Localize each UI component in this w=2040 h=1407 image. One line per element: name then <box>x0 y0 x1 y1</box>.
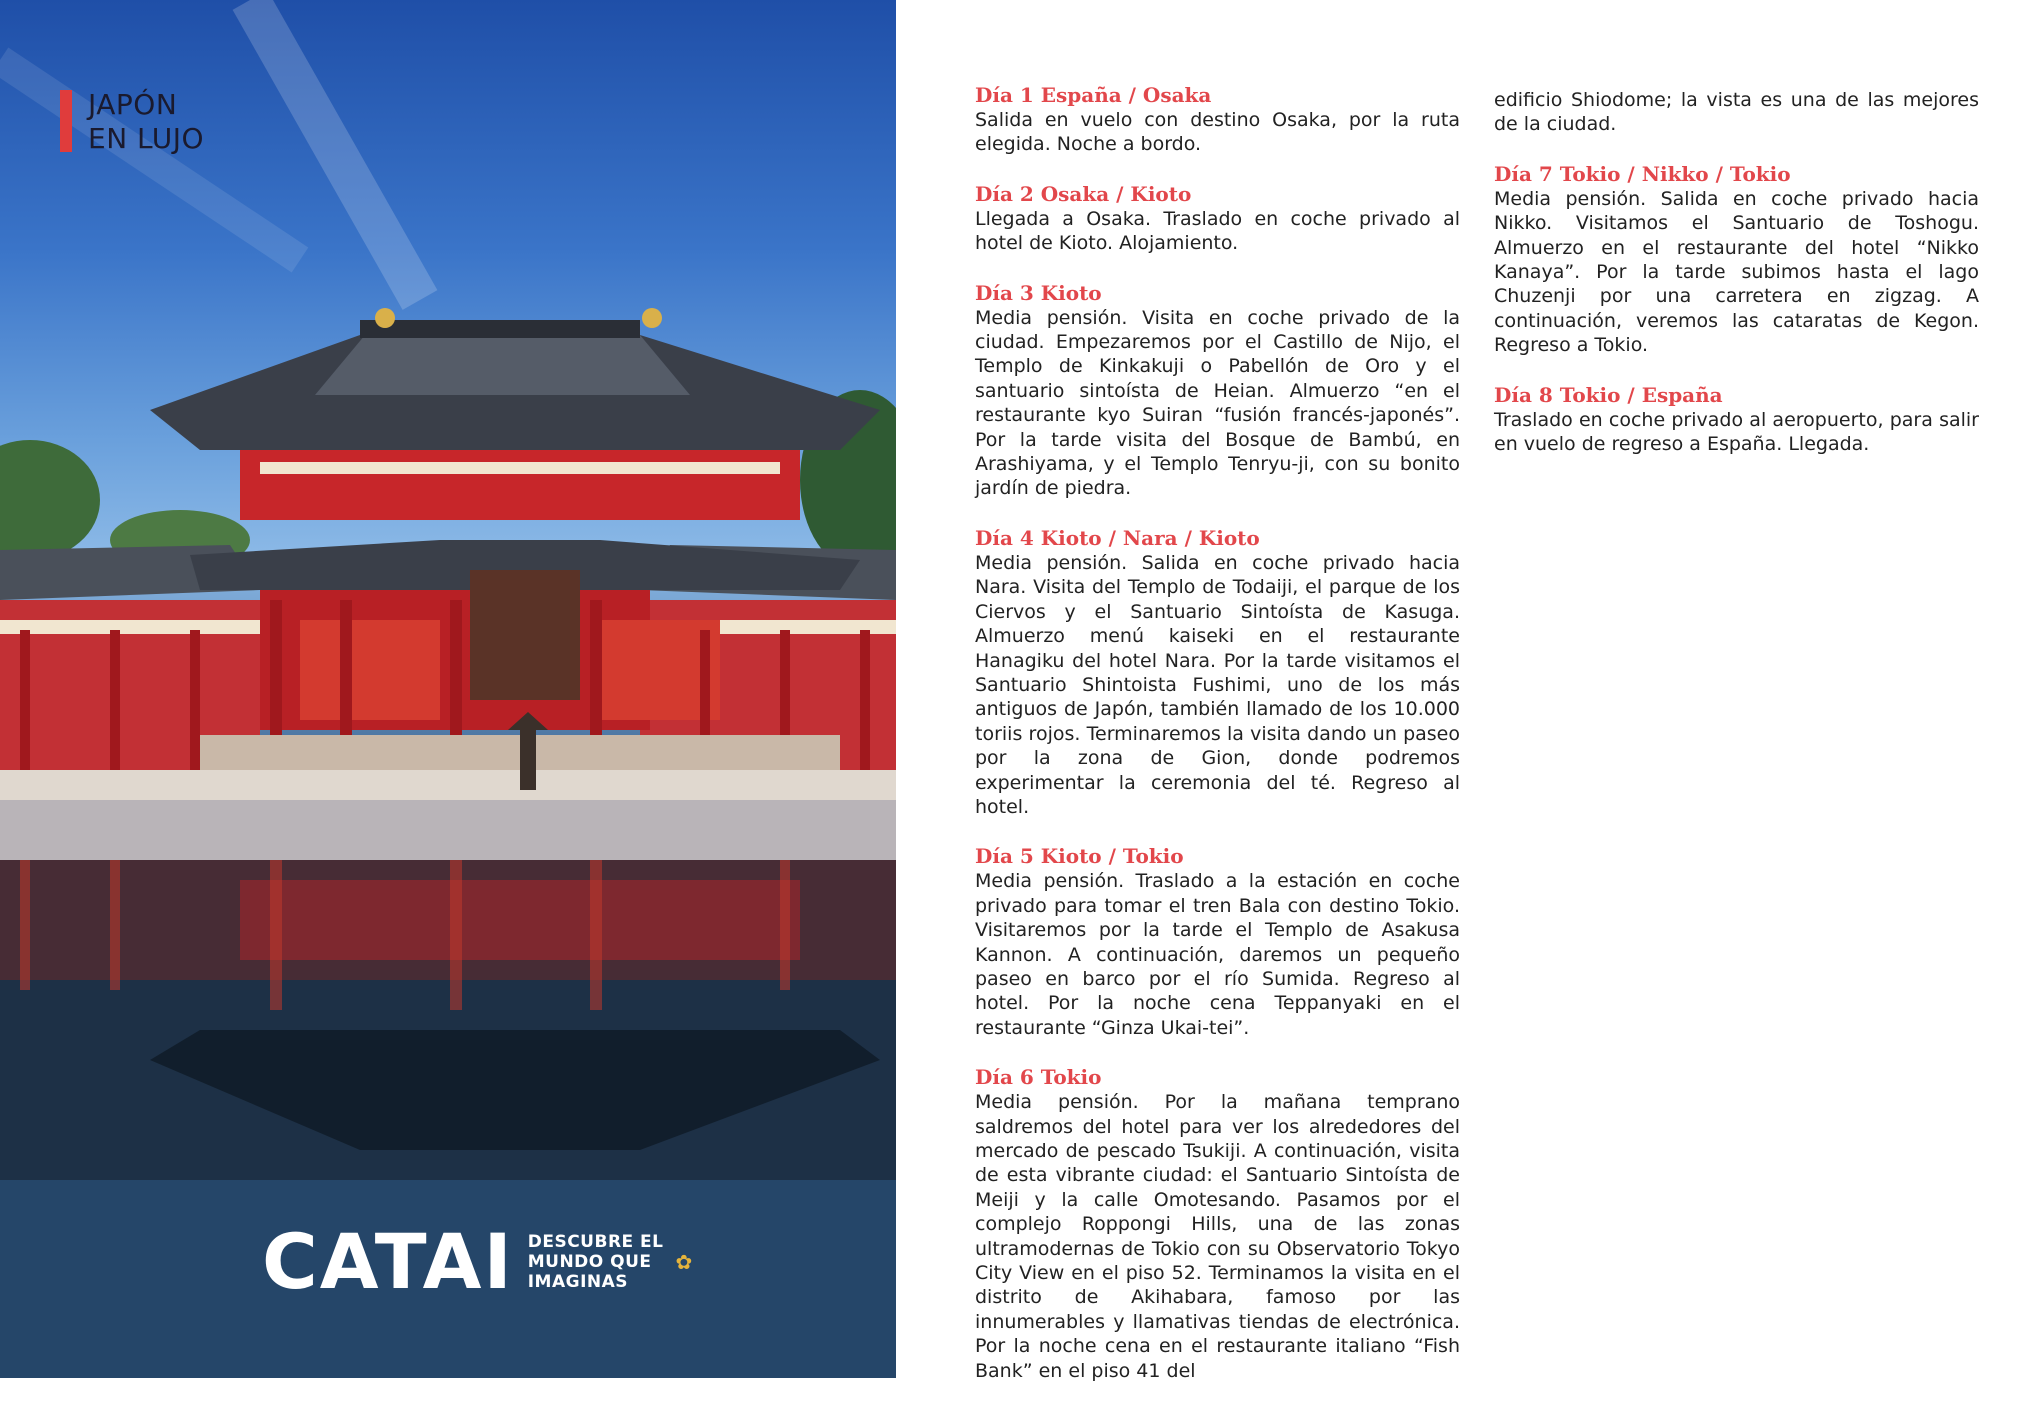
itinerary-column-1 <box>975 82 1460 1407</box>
day-title: Día 5 Kioto / Tokio <box>975 844 1184 869</box>
day-title: Día 1 España / Osaka <box>975 83 1212 107</box>
cover-title <box>60 88 204 156</box>
day-entry <box>975 82 1460 157</box>
day-description: Media pensión. Visita en coche privado de la ciudad. Empezaremos por el Castillo de Nijo, el Templo de Kinkakuji o Pabellón de Oro y el santuario sintoísta de Heian. Almuerzo “en el restaurante kyo Suiran “fusión francés-japonés”. Por la tarde visita del Bosque de Bambú, en Arashiyama, y el Templo Tenryu-ji, con su bonito jardín de piedra. <box>975 306 1460 500</box>
day-description: Llegada a Osaka. Traslado en coche privado al hotel de Kioto. Alojamiento. <box>975 207 1460 255</box>
day-entry <box>1494 161 1979 358</box>
tagline-line-3: IMAGINAS <box>527 1272 629 1292</box>
tagline-line-1: DESCUBRE EL <box>527 1232 664 1252</box>
day-title: Día 3 Kioto <box>975 280 1102 305</box>
itinerary-column-2 <box>1494 88 1979 480</box>
day-title: Día 4 Kioto / Nara / Kioto <box>975 525 1260 550</box>
day-description: Media pensión. Salida en coche privado hacia Nara. Visita del Templo de Todaiji, el parque de los Ciervos y el Santuario Sintoísta de Kasuga. Almuerzo menú kaiseki en el restaurante Hanagiku del hotel Nara. Por la tarde visitamos el Santuario Shintoista Fushimi, uno de los más antiguos de Japón, también llamado de los 10.000 toriis rojos. Terminaremos la visita dando un paseo por la zona de Gion, donde podremos experimentar la ceremonia del té. Regreso al hotel. <box>975 551 1460 818</box>
cover-photo <box>0 0 896 1378</box>
day-title: Día 7 Tokio / Nikko / Tokio <box>1494 161 1791 186</box>
temple-illustration <box>0 0 896 1378</box>
brand-logo <box>262 1217 693 1306</box>
day-entry <box>975 280 1460 501</box>
brand-name: CATAI <box>262 1217 514 1306</box>
day-description: Media pensión. Salida en coche privado hacia Nikko. Visitamos el Santuario de Toshogu. Almuerzo en el restaurante del hotel “Nikko Kanaya”. Por la tarde subimos hasta el lago Chuzenji por una carretera en zigzag. A continuación, veremos las cataratas de Kegon. Regreso a Tokio. <box>1494 187 1979 357</box>
day-entry <box>975 1064 1460 1383</box>
day-description-continued: edificio Shiodome; la vista es una de las mejores de la ciudad. <box>1494 89 1979 136</box>
day-entry <box>1494 382 1979 457</box>
day-description: Salida en vuelo con destino Osaka, por la ruta elegida. Noche a bordo. <box>975 109 1460 156</box>
cover-title-line-2: EN LUJO <box>88 122 205 155</box>
brand-tagline <box>528 1232 664 1292</box>
day-description: Traslado en coche privado al aeropuerto, para salir en vuelo de regreso a España. Llegada. <box>1494 408 1979 456</box>
day-continuation <box>1494 88 1979 137</box>
tagline-line-2: MUNDO QUE <box>527 1252 652 1272</box>
day-entry <box>975 525 1460 819</box>
day-entry <box>975 181 1460 256</box>
cover-title-line-1: JAPÓN <box>88 88 178 121</box>
day-title: Día 6 Tokio <box>975 1065 1102 1090</box>
day-entry <box>975 843 1460 1040</box>
day-description: Media pensión. Traslado a la estación en coche privado para tomar el tren Bala con destino Tokio. Visitaremos por la tarde el Templo de Asakusa Kannon. A continuación, daremos un pequeño paseo en barco por el río Sumida. Regreso al hotel. Por la noche cena Teppanyaki en el restaurante “Ginza Ukai-tei”. <box>975 870 1460 1039</box>
flower-icon: ✿ <box>675 1251 693 1274</box>
title-accent-bar <box>60 90 72 152</box>
day-title: Día 8 Tokio / España <box>1494 382 1723 407</box>
day-description: Media pensión. Por la mañana temprano saldremos del hotel para ver los alrededores del mercado de pescado Tsukiji. A continuación, visita de esta vibrante ciudad: el Santuario Sintoísta de Meiji y la calle Omotesando. Pasamos por el complejo Roppongi Hills, una de las zonas ultramodernas de Tokio con su Observatorio Tokyo City View en el piso 52. Terminamos la visita en el distrito de Akihabara, famoso por las innumerables y llamativas tiendas de electrónica. Por la noche cena en el restaurante italiano “Fish Bank” en el piso 41 del <box>975 1091 1460 1382</box>
day-title: Día 2 Osaka / Kioto <box>975 181 1192 206</box>
